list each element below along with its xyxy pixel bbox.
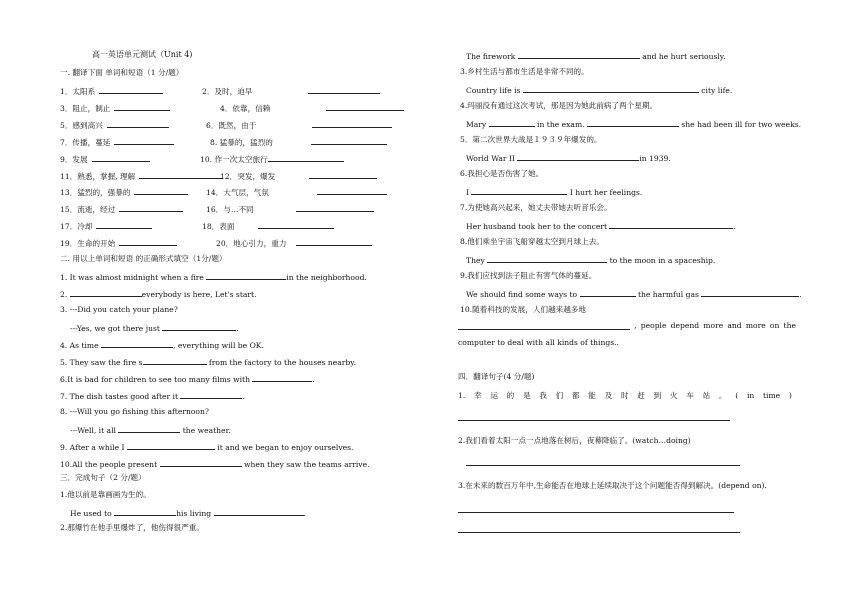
answer-blank[interactable]	[99, 85, 163, 94]
vocab-prompt: 6．既然，由于	[206, 120, 257, 130]
answer-blank[interactable]	[701, 288, 802, 299]
r6-text-a: Her husband took her to the concert	[466, 222, 610, 231]
vocab-prompt: 7．传播，蔓延	[60, 137, 111, 147]
answer-blank[interactable]	[127, 441, 215, 450]
answer-blank[interactable]	[180, 390, 245, 401]
fill-text: .	[312, 375, 315, 384]
fill-text: it and we began to enjoy ourselves.	[214, 443, 354, 452]
r2-english	[466, 84, 732, 96]
fill-text: in the neighborhood.	[286, 273, 367, 282]
r6-text-b: .	[733, 222, 736, 231]
question-char: 站	[702, 391, 711, 400]
fill-text: .	[242, 392, 245, 401]
question-char: 的	[506, 391, 515, 400]
r9-english	[458, 321, 796, 331]
r6-chinese: 7.为使她高兴起来，她丈夫带她去听音乐会。	[460, 203, 612, 212]
fill-blank-item	[60, 458, 369, 470]
question-char: 时	[620, 391, 629, 400]
question-char: 我	[539, 391, 547, 400]
answer-blank[interactable]	[258, 220, 334, 229]
answer-blank[interactable]	[114, 507, 176, 516]
vocab-item	[60, 136, 174, 148]
question-char: time	[763, 391, 781, 400]
vocab-item	[60, 220, 152, 232]
r4-text-b: in 1939.	[639, 154, 671, 163]
q1-text-c: .	[303, 509, 306, 518]
section4-heading: 四．翻译句子(4 分/题)	[458, 372, 535, 381]
fill-blank-item	[60, 407, 209, 417]
r9-word: ,	[634, 321, 637, 330]
fill-blank-item	[60, 390, 245, 402]
answer-blank[interactable]	[118, 424, 180, 433]
r9-word: depend	[670, 321, 700, 330]
vocab-prompt: 19．生命的开始	[60, 239, 116, 249]
answer-blank[interactable]	[523, 84, 699, 93]
vocab-item	[60, 119, 169, 131]
r3-english	[466, 118, 801, 130]
answer-blank[interactable]	[518, 50, 640, 59]
vocab-item	[206, 186, 387, 198]
vocab-item	[202, 220, 334, 232]
r9-english-end: computer to deal with all kinds of things..	[458, 338, 619, 347]
vocab-prompt: 10. 作一次太空旅行	[200, 154, 268, 164]
answer-blank[interactable]	[309, 170, 377, 179]
r4-chinese: 5．第二次世界大战是１９３９年爆发的。	[460, 135, 602, 144]
fill-text: everybody is here, Let's start.	[141, 290, 257, 299]
section4-q1	[458, 391, 792, 401]
section4-q3: 3.在未来的数百万年中,生命能否在地球上延续取决于这个问题能否得到解决。(depend on).	[458, 481, 767, 490]
section3-q1-english	[70, 507, 306, 519]
r1-text-b: and he hurt seriously.	[639, 52, 726, 61]
question-char: 是	[522, 391, 531, 400]
answer-blank[interactable]	[326, 102, 404, 111]
answer-blank[interactable]	[487, 254, 607, 263]
r7-text-b: to the moon in a spaceship.	[607, 256, 716, 265]
section1-heading: 一. 翻译下面 单词和短语（1 分/题）	[60, 68, 184, 77]
vocab-item	[210, 136, 387, 148]
vocab-prompt: 14．大气层，气氛	[206, 188, 269, 198]
r8-chinese: 9.我们应找到法子阻止有害气体的蔓延。	[460, 271, 597, 280]
question-char: 赶	[637, 391, 645, 400]
vocab-prompt: 8. 猛暴的，猛烈的	[210, 137, 273, 147]
answer-blank[interactable]	[268, 153, 344, 162]
answer-blank[interactable]	[517, 152, 639, 161]
answer-blank[interactable]	[458, 321, 630, 330]
answer-blank[interactable]	[101, 339, 173, 348]
r5-text-a: I	[466, 188, 472, 197]
question-char: 都	[571, 391, 580, 400]
answer-line[interactable]	[458, 532, 740, 533]
answer-blank[interactable]	[296, 203, 374, 212]
vocab-prompt: 9．发展	[60, 154, 88, 164]
r8-text-c: .	[799, 290, 802, 299]
r8-text-a: We should find some ways to	[466, 290, 580, 299]
r8-text-b: the harmful gas	[635, 290, 702, 299]
vocab-item	[202, 85, 380, 97]
r3-chinese: 4.玛丽没有通过这次考试，那是因为她此前病了两个星期。	[460, 101, 658, 110]
vocab-prompt: 16．与…不同	[206, 205, 254, 215]
vocab-prompt: 11．熟悉，掌握, 理解	[60, 171, 136, 181]
answer-blank[interactable]	[143, 356, 207, 365]
answer-blank[interactable]	[252, 373, 315, 384]
vocab-prompt: 3．阻止，制止	[60, 103, 111, 113]
answer-blank[interactable]	[308, 85, 380, 94]
r3-text-c: she had been ill for two weeks.	[678, 120, 802, 129]
question-char: 到	[653, 391, 662, 400]
fill-text: the weather.	[180, 426, 231, 435]
answer-blank[interactable]	[92, 153, 150, 162]
fill-blank-item	[70, 424, 231, 436]
r5-english	[466, 186, 642, 198]
fill-text: from the factory to the houses nearby.	[206, 358, 356, 367]
fill-text: .	[236, 324, 239, 333]
r2-text-a: Country life is	[466, 86, 523, 95]
section4-q2: 2.我们看着太阳一点一点地落在树后，夜幕降临了。(watch…doing)	[458, 436, 691, 445]
vocab-prompt: 12．突发，爆发	[220, 171, 276, 181]
fill-blank-item	[60, 441, 353, 453]
answer-blank[interactable]	[119, 237, 177, 246]
vocab-item	[60, 170, 223, 182]
vocab-prompt: 17．冷却	[60, 222, 93, 232]
fill-text: ---Well, it all	[70, 426, 119, 435]
r2-chinese: 3.乡村生活与都市生活是非常不同的。	[460, 67, 589, 76]
answer-blank[interactable]	[214, 507, 304, 516]
answer-blank[interactable]	[134, 186, 188, 195]
r6-english	[466, 220, 736, 232]
fill-blank-item	[60, 271, 367, 283]
vocab-prompt: 5．感到高兴	[60, 120, 103, 130]
vocab-prompt: 2．及时，迫早	[202, 87, 253, 96]
r4-english	[466, 152, 671, 164]
answer-blank[interactable]	[139, 170, 223, 179]
fill-text: 5. They saw the fire s	[60, 358, 143, 367]
question-char: in	[746, 391, 755, 400]
fill-text: 8. ---Will you go fishing this afternoon?	[60, 407, 209, 416]
fill-text: ---Yes, we got there just	[70, 324, 163, 333]
fill-text: 4. As time	[60, 341, 102, 350]
vocab-item	[60, 153, 150, 165]
answer-blank[interactable]	[587, 118, 679, 127]
answer-blank[interactable]	[489, 118, 535, 127]
vocab-item	[60, 102, 170, 114]
answer-blank[interactable]	[70, 288, 142, 297]
r7-text-a: They	[466, 256, 488, 265]
r9-word: more	[745, 321, 766, 330]
answer-blank[interactable]	[609, 220, 736, 231]
answer-blank[interactable]	[296, 237, 372, 246]
section2-heading: 二. 用以上单词和短语 的正确形式填空（1分/题）	[60, 254, 227, 263]
vocab-item	[60, 203, 183, 215]
r9-word: more	[703, 321, 724, 330]
answer-blank[interactable]	[107, 119, 169, 128]
vocab-item	[60, 85, 163, 97]
question-char: 们	[555, 391, 564, 400]
answer-blank[interactable]	[160, 458, 242, 467]
answer-blank[interactable]	[119, 203, 183, 212]
question-char: 。	[718, 391, 727, 400]
q1-text-b: his living	[176, 509, 214, 518]
question-char: 幸	[473, 391, 482, 400]
fill-blank-item	[60, 373, 315, 385]
answer-blank[interactable]	[580, 288, 636, 297]
page-title: 高一英语单元测试（Unit 4)	[92, 50, 193, 59]
vocab-item	[220, 102, 404, 114]
r9-word: the	[783, 321, 796, 330]
fill-blank-item	[60, 356, 356, 368]
r9-word: and	[727, 321, 742, 330]
question-char: 车	[686, 391, 694, 400]
fill-text: 6.It is bad for children to see too many films with	[60, 375, 253, 384]
vocab-item	[220, 170, 377, 182]
question-char: )	[788, 391, 792, 400]
vocab-item	[60, 186, 188, 198]
answer-blank[interactable]	[311, 136, 387, 145]
fill-text: 2.	[60, 290, 70, 299]
fill-text: 9. After a while I	[60, 443, 127, 452]
answer-blank[interactable]	[206, 271, 286, 280]
vocab-prompt: 4．依靠，信赖	[220, 103, 271, 113]
r9-chinese: 10.随着科技的发展，人们越来越多地	[460, 305, 586, 314]
r3-text-a: Mary	[466, 120, 489, 129]
fill-text: 3. ---Did you catch your plane?	[60, 305, 178, 314]
q1-text-a: He used to	[70, 509, 115, 518]
r1-text-a: The firework	[466, 52, 518, 61]
question-char: 及	[604, 391, 613, 400]
section3-q2-chinese: 2.那爆竹在他手里爆炸了，他伤得很严重。	[60, 523, 204, 532]
answer-line[interactable]	[466, 465, 740, 466]
answer-blank[interactable]	[162, 322, 239, 333]
vocab-prompt: 18．表面	[202, 222, 235, 232]
vocab-item	[206, 203, 374, 215]
answer-blank[interactable]	[114, 102, 170, 111]
r9-word: on	[769, 321, 780, 330]
fill-text: 1. It was almost midnight when a fire	[60, 273, 207, 282]
answer-blank[interactable]	[114, 136, 174, 145]
r8-english	[466, 288, 802, 300]
answer-line[interactable]	[458, 512, 734, 513]
r7-english	[466, 254, 715, 266]
fill-blank-item	[60, 305, 178, 315]
fill-blank-item	[70, 322, 239, 334]
r5-chinese: 6.我担心是否伤害了她。	[460, 169, 544, 178]
fill-text: 7. The dish tastes good after it	[60, 392, 181, 401]
question-char: (	[735, 391, 739, 400]
vocab-prompt: 13．猛烈的，强暴的	[60, 188, 131, 198]
r3-text-b: in the exam.	[534, 120, 587, 129]
answer-blank[interactable]	[312, 119, 392, 128]
vocab-prompt: 1．太阳系	[60, 87, 96, 96]
section3-heading: 三．完成句子（2 分/题）	[60, 473, 146, 482]
fill-text: when they saw the teams arrive.	[241, 460, 370, 469]
question-char: 能	[588, 391, 596, 400]
fill-blank-item	[60, 339, 264, 351]
question-char: 火	[669, 391, 678, 400]
question-char: 运	[490, 391, 498, 400]
r4-text-a: World War II	[466, 154, 518, 163]
fill-text: , everything will be OK.	[173, 341, 264, 350]
fill-text: 10.All the people present	[60, 460, 160, 469]
vocab-item	[200, 153, 344, 165]
answer-blank[interactable]	[96, 220, 152, 229]
r7-chinese: 8.他们乘坐宇宙飞船穿越太空到月球上去。	[460, 237, 604, 246]
vocab-item	[60, 237, 177, 249]
fill-blank-item	[60, 288, 257, 300]
r1-english	[466, 50, 726, 62]
r5-text-b: I hurt her feelings.	[567, 188, 643, 197]
answer-blank[interactable]	[471, 186, 567, 195]
r9-word: people	[640, 321, 667, 330]
r2-text-b: city life.	[698, 86, 733, 95]
answer-blank[interactable]	[317, 186, 387, 195]
vocab-prompt: 20．地心引力，重力	[216, 239, 287, 249]
section3-q1-chinese: 1.他以前是靠画画为生的。	[60, 490, 151, 499]
question-char: 1.	[458, 391, 466, 400]
vocab-prompt: 15．流逝，经过	[60, 205, 116, 215]
vocab-item	[206, 119, 392, 131]
vocab-item	[216, 237, 372, 249]
answer-line[interactable]	[458, 420, 730, 421]
